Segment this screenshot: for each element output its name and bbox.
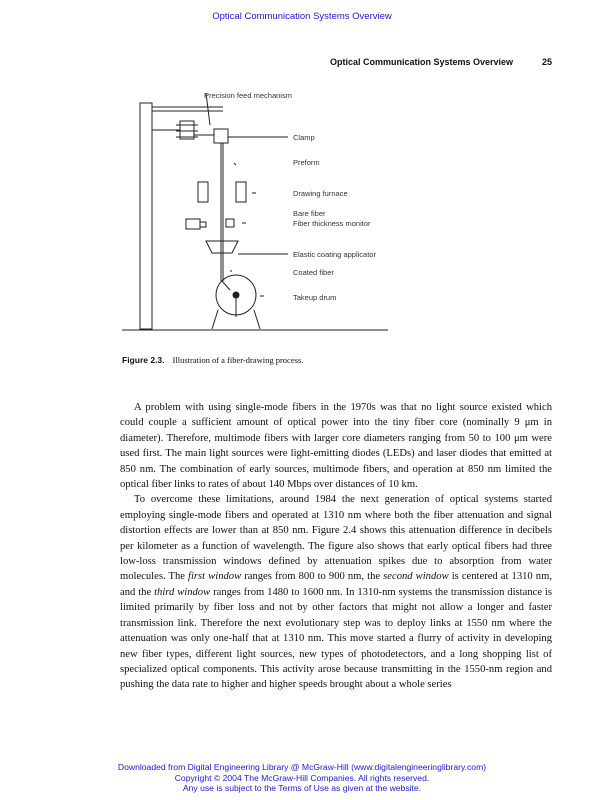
clamp-shape <box>214 129 228 143</box>
top-banner-link[interactable]: Optical Communication Systems Overview <box>212 11 392 22</box>
p2-part-b: ranges from 800 to 900 nm, the <box>241 571 384 583</box>
fiber-drawing-figure <box>118 85 408 340</box>
caption-text: Illustration of a fiber-drawing process. <box>172 355 304 365</box>
label-preform: Preform <box>293 158 320 167</box>
p2-part-a: To overcome these limitations, around 1984 the next generation of optical systems started employing single-mode fibers and operated at 1310 nm where both the fiber attenuation and signal distortion effects are lower than at 850 nm. Figure 2.4 shows this attenuation difference in decibels per kilometer as a function of wavelength. The figure also shows that early optical fibers had three low-loss transmission windows defined by attenuation spikes due to absorption from water molecules. The <box>120 494 552 583</box>
footer-copyright: Copyright © 2004 The McGraw-Hill Companies. All rights reserved. <box>174 772 430 783</box>
paragraph-1: A problem with using single-mode fibers in the 1970s was that no light source existed which could couple a sufficient amount of optical power into the tiny fiber core (nominally 9 μm in diameter). Therefore, multimode fibers with larger core diameters ranging from 50 to 100 μm were used first. The main light sources were light-emitting diodes (LEDs) and laser diodes that emitted at 850 nm. The combination of early sources, multimode fibers, and operation at 850 nm limited the optical fiber links to rates of about 140 Mbps over distances of 10 km. <box>120 402 552 491</box>
label-coating-applicator: Elastic coating applicator <box>293 250 376 259</box>
second-window-term: second window <box>383 571 449 583</box>
figure-caption <box>122 355 303 365</box>
label-thickness-monitor: Fiber thickness monitor <box>293 219 371 228</box>
label-takeup-drum: Takeup drum <box>293 293 337 302</box>
paragraph-2 <box>120 492 552 692</box>
footer <box>0 762 604 794</box>
page-number: 25 <box>541 57 552 67</box>
footer-download-link[interactable]: Downloaded from Digital Engineering Library @ McGraw-Hill (www.digitalengineeringlibrary.com) <box>117 762 487 772</box>
third-window-term: third window <box>154 586 211 598</box>
monitor-box <box>186 219 200 229</box>
coating-applicator-shape <box>206 241 238 253</box>
p2-part-c: is centered at 1310 nm, and the <box>120 571 552 598</box>
first-window-term: first window <box>188 571 242 583</box>
running-head-title: Optical Communication Systems Overview <box>330 57 514 67</box>
label-bare-fiber: Bare fiber <box>293 209 326 218</box>
furnace-right <box>236 182 246 202</box>
support-post <box>140 103 152 329</box>
footer-terms-link[interactable]: Any use is subject to the Terms of Use as given at the website. <box>182 783 422 793</box>
label-clamp: Clamp <box>293 133 315 142</box>
label-feed-mechanism: Precision feed mechanism <box>204 91 292 100</box>
p2-part-d: ranges from 1480 to 1600 nm. In 1310-nm systems the transmission distance is limited primarily by fiber loss and not by other factors that might not allow a longer and faster transmission link. Therefore the next evolutionary step was to deploy links at 1550 nm where the attenuation was only one-half that at 1310 nm. This move started a flurry of activity in developing new fiber types, different light sources, new types of photodetectors, and a long shopping list of specialized optical components. This activity arose because transmitting in the 1550-nm region and pushing the data rate to higher and higher speeds brought about a whole series <box>120 586 552 691</box>
label-drawing-furnace: Drawing furnace <box>293 189 348 198</box>
label-coated-fiber: Coated fiber <box>293 268 334 277</box>
caption-number: Figure 2.3. <box>122 355 165 365</box>
furnace-left <box>198 182 208 202</box>
body-text <box>120 400 552 693</box>
